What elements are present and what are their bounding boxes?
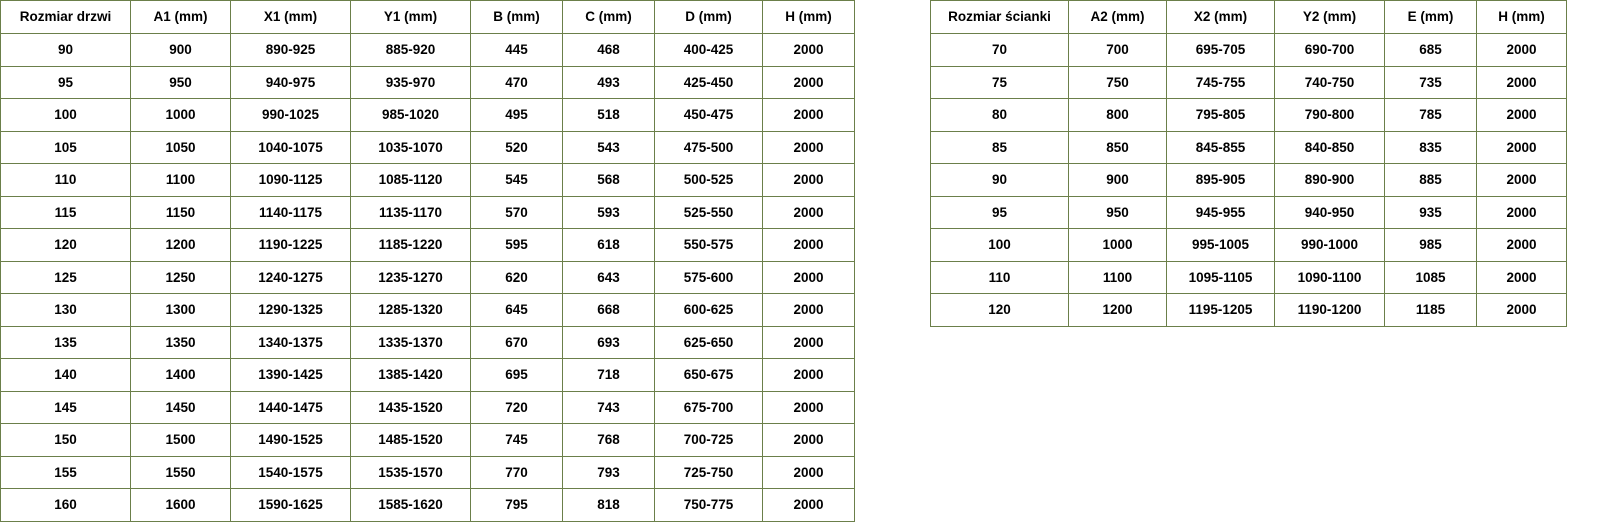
table-cell: 2000 (1477, 229, 1567, 262)
table-cell: 95 (1, 66, 131, 99)
table-row (1, 456, 855, 489)
column-header-rozmiar-scianki: Rozmiar ścianki (931, 1, 1069, 34)
table-cell: 695 (471, 359, 563, 392)
table-cell: 900 (131, 34, 231, 67)
table-cell: 995-1005 (1167, 229, 1275, 262)
table-cell: 690-700 (1275, 34, 1385, 67)
table-cell: 1500 (131, 424, 231, 457)
table-cell: 668 (563, 294, 655, 327)
table-cell: 545 (471, 164, 563, 197)
table-cell: 1200 (1069, 294, 1167, 327)
table-cell: 885 (1385, 164, 1477, 197)
table-cell: 1235-1270 (351, 261, 471, 294)
table-cell: 885-920 (351, 34, 471, 67)
table-cell: 425-450 (655, 66, 763, 99)
table-header-row (931, 1, 1567, 34)
table-cell: 890-925 (231, 34, 351, 67)
table-cell: 1250 (131, 261, 231, 294)
walls-size-table-container (930, 0, 1567, 327)
table-cell: 768 (563, 424, 655, 457)
doors-table-head (1, 1, 855, 34)
table-cell: 935-970 (351, 66, 471, 99)
table-cell: 115 (1, 196, 131, 229)
column-header-x2: X2 (mm) (1167, 1, 1275, 34)
table-cell: 1385-1420 (351, 359, 471, 392)
table-cell: 570 (471, 196, 563, 229)
table-cell: 740-750 (1275, 66, 1385, 99)
table-row (1, 164, 855, 197)
table-row (931, 261, 1567, 294)
table-cell: 770 (471, 456, 563, 489)
column-header-a1: A1 (mm) (131, 1, 231, 34)
table-cell: 990-1025 (231, 99, 351, 132)
table-cell: 150 (1, 424, 131, 457)
table-cell: 543 (563, 131, 655, 164)
table-cell: 818 (563, 489, 655, 522)
table-cell: 550-575 (655, 229, 763, 262)
table-cell: 110 (1, 164, 131, 197)
table-cell: 643 (563, 261, 655, 294)
table-cell: 120 (931, 294, 1069, 327)
table-cell: 1435-1520 (351, 391, 471, 424)
table-cell: 1095-1105 (1167, 261, 1275, 294)
column-header-y2: Y2 (mm) (1275, 1, 1385, 34)
table-cell: 2000 (1477, 196, 1567, 229)
table-cell: 1035-1070 (351, 131, 471, 164)
table-cell: 160 (1, 489, 131, 522)
table-cell: 950 (131, 66, 231, 99)
table-row (1, 99, 855, 132)
table-cell: 1100 (1069, 261, 1167, 294)
table-cell: 725-750 (655, 456, 763, 489)
column-header-h: H (mm) (763, 1, 855, 34)
table-cell: 850 (1069, 131, 1167, 164)
table-row (1, 131, 855, 164)
table-cell: 618 (563, 229, 655, 262)
table-cell: 2000 (1477, 164, 1567, 197)
table-cell: 2000 (763, 99, 855, 132)
table-row (1, 294, 855, 327)
table-cell: 80 (931, 99, 1069, 132)
table-cell: 2000 (763, 66, 855, 99)
table-cell: 1085 (1385, 261, 1477, 294)
table-cell: 2000 (1477, 66, 1567, 99)
table-cell: 120 (1, 229, 131, 262)
table-cell: 595 (471, 229, 563, 262)
table-cell: 1050 (131, 131, 231, 164)
table-cell: 845-855 (1167, 131, 1275, 164)
table-cell: 575-600 (655, 261, 763, 294)
table-cell: 2000 (763, 294, 855, 327)
table-cell: 1085-1120 (351, 164, 471, 197)
table-cell: 1290-1325 (231, 294, 351, 327)
table-cell: 2000 (1477, 294, 1567, 327)
table-cell: 1000 (1069, 229, 1167, 262)
table-cell: 2000 (763, 196, 855, 229)
table-cell: 750-775 (655, 489, 763, 522)
table-cell: 1490-1525 (231, 424, 351, 457)
table-row (1, 489, 855, 522)
table-cell: 940-975 (231, 66, 351, 99)
table-cell: 1190-1225 (231, 229, 351, 262)
table-cell: 2000 (763, 261, 855, 294)
table-cell: 2000 (763, 326, 855, 359)
table-cell: 1140-1175 (231, 196, 351, 229)
table-cell: 625-650 (655, 326, 763, 359)
table-cell: 2000 (763, 164, 855, 197)
table-row (931, 196, 1567, 229)
walls-table-body (931, 34, 1567, 327)
table-cell: 2000 (763, 489, 855, 522)
table-cell: 2000 (1477, 99, 1567, 132)
table-cell: 900 (1069, 164, 1167, 197)
table-cell: 745 (471, 424, 563, 457)
doors-table-body (1, 34, 855, 522)
table-cell: 2000 (763, 456, 855, 489)
table-cell: 1190-1200 (1275, 294, 1385, 327)
table-cell: 990-1000 (1275, 229, 1385, 262)
table-cell: 700-725 (655, 424, 763, 457)
table-cell: 1540-1575 (231, 456, 351, 489)
table-cell: 500-525 (655, 164, 763, 197)
column-header-x1: X1 (mm) (231, 1, 351, 34)
table-cell: 720 (471, 391, 563, 424)
table-cell: 110 (931, 261, 1069, 294)
table-cell: 1535-1570 (351, 456, 471, 489)
table-cell: 1390-1425 (231, 359, 351, 392)
table-cell: 940-950 (1275, 196, 1385, 229)
table-cell: 718 (563, 359, 655, 392)
table-cell: 125 (1, 261, 131, 294)
table-cell: 1285-1320 (351, 294, 471, 327)
table-row (931, 34, 1567, 67)
table-cell: 685 (1385, 34, 1477, 67)
table-cell: 493 (563, 66, 655, 99)
table-cell: 675-700 (655, 391, 763, 424)
table-row (1, 261, 855, 294)
table-cell: 2000 (763, 424, 855, 457)
table-cell: 2000 (763, 229, 855, 262)
table-row (1, 66, 855, 99)
table-cell: 400-425 (655, 34, 763, 67)
table-cell: 1135-1170 (351, 196, 471, 229)
table-cell: 2000 (1477, 34, 1567, 67)
column-header-y1: Y1 (mm) (351, 1, 471, 34)
table-cell: 743 (563, 391, 655, 424)
table-cell: 90 (931, 164, 1069, 197)
table-cell: 1185 (1385, 294, 1477, 327)
table-cell: 1585-1620 (351, 489, 471, 522)
table-cell: 495 (471, 99, 563, 132)
table-cell: 445 (471, 34, 563, 67)
table-row (1, 326, 855, 359)
table-cell: 693 (563, 326, 655, 359)
table-cell: 895-905 (1167, 164, 1275, 197)
table-cell: 785 (1385, 99, 1477, 132)
table-cell: 735 (1385, 66, 1477, 99)
table-cell: 750 (1069, 66, 1167, 99)
table-row (1, 34, 855, 67)
table-cell: 520 (471, 131, 563, 164)
table-cell: 935 (1385, 196, 1477, 229)
table-cell: 75 (931, 66, 1069, 99)
table-cell: 593 (563, 196, 655, 229)
table-cell: 840-850 (1275, 131, 1385, 164)
table-cell: 985 (1385, 229, 1477, 262)
table-row (931, 99, 1567, 132)
table-cell: 1450 (131, 391, 231, 424)
column-header-b: B (mm) (471, 1, 563, 34)
table-cell: 155 (1, 456, 131, 489)
table-cell: 985-1020 (351, 99, 471, 132)
table-cell: 835 (1385, 131, 1477, 164)
table-cell: 800 (1069, 99, 1167, 132)
table-cell: 600-625 (655, 294, 763, 327)
column-header-rozmiar-drzwi: Rozmiar drzwi (1, 1, 131, 34)
column-header-c: C (mm) (563, 1, 655, 34)
table-cell: 1000 (131, 99, 231, 132)
table-cell: 1195-1205 (1167, 294, 1275, 327)
column-header-h: H (mm) (1477, 1, 1567, 34)
table-cell: 450-475 (655, 99, 763, 132)
table-row (931, 164, 1567, 197)
table-cell: 100 (1, 99, 131, 132)
table-cell: 1600 (131, 489, 231, 522)
table-cell: 645 (471, 294, 563, 327)
table-cell: 890-900 (1275, 164, 1385, 197)
table-row (1, 391, 855, 424)
table-cell: 70 (931, 34, 1069, 67)
table-cell: 1040-1075 (231, 131, 351, 164)
table-cell: 2000 (1477, 261, 1567, 294)
table-cell: 105 (1, 131, 131, 164)
table-cell: 518 (563, 99, 655, 132)
table-row (1, 424, 855, 457)
table-cell: 945-955 (1167, 196, 1275, 229)
table-cell: 1200 (131, 229, 231, 262)
table-cell: 1400 (131, 359, 231, 392)
table-cell: 90 (1, 34, 131, 67)
table-cell: 1350 (131, 326, 231, 359)
table-cell: 700 (1069, 34, 1167, 67)
walls-size-table (930, 0, 1567, 327)
table-cell: 790-800 (1275, 99, 1385, 132)
table-cell: 145 (1, 391, 131, 424)
table-cell: 793 (563, 456, 655, 489)
table-cell: 475-500 (655, 131, 763, 164)
table-row (931, 294, 1567, 327)
table-cell: 568 (563, 164, 655, 197)
table-cell: 470 (471, 66, 563, 99)
table-cell: 1485-1520 (351, 424, 471, 457)
table-cell: 85 (931, 131, 1069, 164)
column-header-d: D (mm) (655, 1, 763, 34)
table-cell: 2000 (763, 34, 855, 67)
table-cell: 795-805 (1167, 99, 1275, 132)
table-cell: 1335-1370 (351, 326, 471, 359)
table-cell: 1150 (131, 196, 231, 229)
table-cell: 140 (1, 359, 131, 392)
table-cell: 795 (471, 489, 563, 522)
table-cell: 95 (931, 196, 1069, 229)
table-cell: 468 (563, 34, 655, 67)
table-cell: 1240-1275 (231, 261, 351, 294)
table-cell: 2000 (763, 131, 855, 164)
table-cell: 130 (1, 294, 131, 327)
table-cell: 2000 (763, 359, 855, 392)
column-header-e: E (mm) (1385, 1, 1477, 34)
table-cell: 2000 (763, 391, 855, 424)
table-header-row (1, 1, 855, 34)
table-cell: 135 (1, 326, 131, 359)
table-cell: 1185-1220 (351, 229, 471, 262)
table-row (1, 196, 855, 229)
table-cell: 1090-1125 (231, 164, 351, 197)
table-cell: 525-550 (655, 196, 763, 229)
table-row (931, 131, 1567, 164)
table-cell: 695-705 (1167, 34, 1275, 67)
table-cell: 1340-1375 (231, 326, 351, 359)
table-cell: 1100 (131, 164, 231, 197)
table-row (1, 359, 855, 392)
table-cell: 100 (931, 229, 1069, 262)
table-cell: 670 (471, 326, 563, 359)
table-cell: 950 (1069, 196, 1167, 229)
table-cell: 1440-1475 (231, 391, 351, 424)
table-cell: 1590-1625 (231, 489, 351, 522)
table-cell: 2000 (1477, 131, 1567, 164)
table-cell: 1550 (131, 456, 231, 489)
table-cell: 620 (471, 261, 563, 294)
table-cell: 650-675 (655, 359, 763, 392)
column-header-a2: A2 (mm) (1069, 1, 1167, 34)
table-row (1, 229, 855, 262)
table-row (931, 66, 1567, 99)
table-cell: 1090-1100 (1275, 261, 1385, 294)
table-cell: 745-755 (1167, 66, 1275, 99)
table-cell: 1300 (131, 294, 231, 327)
walls-table-head (931, 1, 1567, 34)
table-row (931, 229, 1567, 262)
